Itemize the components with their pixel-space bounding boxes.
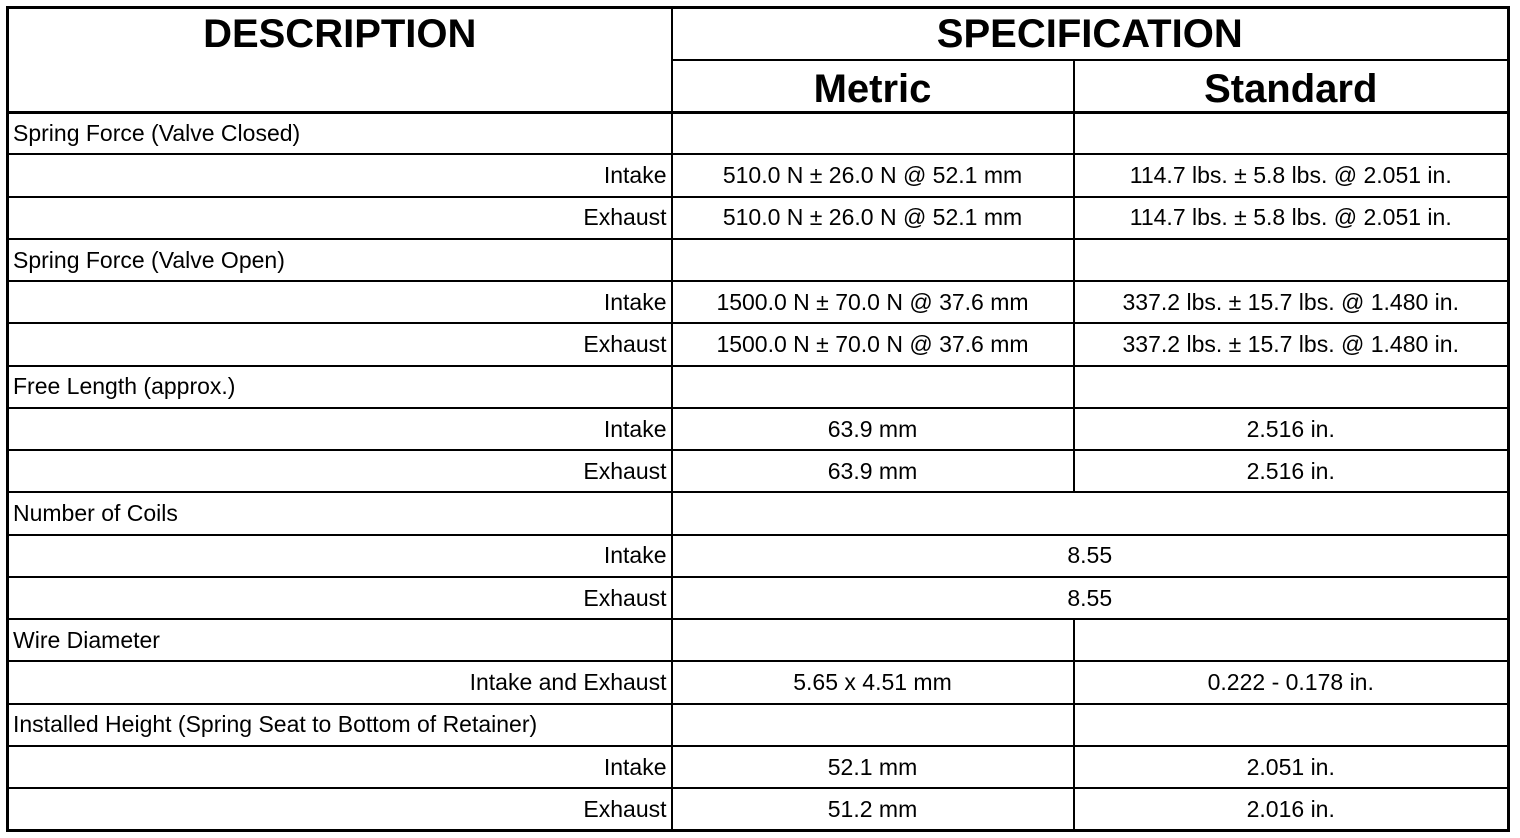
category-row [8, 704, 1509, 746]
category-label: Wire Diameter [8, 619, 672, 661]
standard-value [1074, 366, 1509, 408]
metric-value: 1500.0 N ± 70.0 N @ 37.6 mm [672, 281, 1074, 323]
header-row-units [8, 60, 1509, 112]
row-label: Exhaust [8, 788, 672, 830]
header-row-top [8, 8, 1509, 60]
metric-value: 52.1 mm [672, 746, 1074, 788]
metric-value [672, 366, 1074, 408]
metric-value [672, 704, 1074, 746]
standard-value: 2.051 in. [1074, 746, 1509, 788]
merged-value-cell: 8.55 [672, 577, 1509, 619]
row-label: Intake [8, 281, 672, 323]
merged-value-cell: 8.55 [672, 535, 1509, 577]
table-row [8, 535, 1509, 577]
table-row [8, 281, 1509, 323]
category-label: Free Length (approx.) [8, 366, 672, 408]
metric-value [672, 239, 1074, 281]
description-header: DESCRIPTION [8, 8, 672, 60]
table-row [8, 323, 1509, 365]
table-row [8, 154, 1509, 196]
standard-value: 2.516 in. [1074, 450, 1509, 492]
table-row [8, 788, 1509, 830]
row-label: Intake and Exhaust [8, 661, 672, 703]
standard-value [1074, 704, 1509, 746]
specification-header: SPECIFICATION [672, 8, 1509, 60]
category-row [8, 112, 1509, 154]
table-row [8, 408, 1509, 450]
category-row [8, 239, 1509, 281]
standard-header: Standard [1074, 60, 1509, 112]
table-body [8, 8, 1509, 831]
standard-value [1074, 239, 1509, 281]
standard-value: 114.7 lbs. ± 5.8 lbs. @ 2.051 in. [1074, 154, 1509, 196]
metric-value: 1500.0 N ± 70.0 N @ 37.6 mm [672, 323, 1074, 365]
row-label: Intake [8, 746, 672, 788]
metric-value: 63.9 mm [672, 408, 1074, 450]
merged-blank-cell [672, 492, 1509, 534]
category-label: Spring Force (Valve Open) [8, 239, 672, 281]
category-label: Spring Force (Valve Closed) [8, 112, 672, 154]
standard-value: 2.016 in. [1074, 788, 1509, 830]
standard-value: 114.7 lbs. ± 5.8 lbs. @ 2.051 in. [1074, 197, 1509, 239]
row-label: Exhaust [8, 197, 672, 239]
metric-value [672, 619, 1074, 661]
standard-value: 337.2 lbs. ± 15.7 lbs. @ 1.480 in. [1074, 323, 1509, 365]
description-header-blank [8, 60, 672, 112]
table-row [8, 577, 1509, 619]
table-row [8, 450, 1509, 492]
category-row [8, 619, 1509, 661]
metric-value: 5.65 x 4.51 mm [672, 661, 1074, 703]
row-label: Intake [8, 535, 672, 577]
metric-value: 63.9 mm [672, 450, 1074, 492]
category-row [8, 366, 1509, 408]
standard-value: 0.222 - 0.178 in. [1074, 661, 1509, 703]
standard-value: 2.516 in. [1074, 408, 1509, 450]
metric-value: 51.2 mm [672, 788, 1074, 830]
standard-value [1074, 112, 1509, 154]
row-label: Intake [8, 154, 672, 196]
spring-specification-table [6, 6, 1510, 832]
row-label: Exhaust [8, 577, 672, 619]
category-label: Installed Height (Spring Seat to Bottom of Retainer) [8, 704, 672, 746]
metric-value [672, 112, 1074, 154]
row-label: Exhaust [8, 450, 672, 492]
metric-value: 510.0 N ± 26.0 N @ 52.1 mm [672, 197, 1074, 239]
metric-value: 510.0 N ± 26.0 N @ 52.1 mm [672, 154, 1074, 196]
row-label: Intake [8, 408, 672, 450]
category-row [8, 492, 1509, 534]
standard-value: 337.2 lbs. ± 15.7 lbs. @ 1.480 in. [1074, 281, 1509, 323]
metric-header: Metric [672, 60, 1074, 112]
category-label: Number of Coils [8, 492, 672, 534]
row-label: Exhaust [8, 323, 672, 365]
table-row [8, 197, 1509, 239]
standard-value [1074, 619, 1509, 661]
table-row [8, 746, 1509, 788]
table-row [8, 661, 1509, 703]
